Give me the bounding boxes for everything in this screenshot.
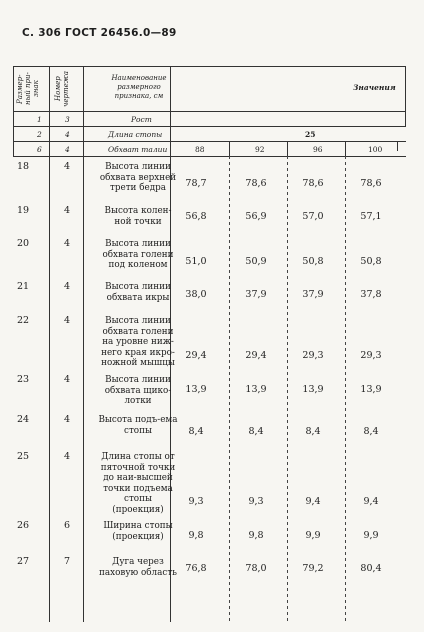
row-drawing-number: 4 — [64, 451, 71, 462]
col-divider-4 — [229, 141, 230, 156]
row-number: 18 — [17, 161, 30, 172]
waist-100: 100 — [368, 145, 383, 154]
row-value: 51,0 — [185, 256, 207, 267]
row-drawing-number: 4 — [64, 414, 71, 425]
row-value: 8,4 — [363, 426, 379, 437]
col-divider-1 — [49, 66, 50, 622]
col-divider-6-dashed — [345, 156, 346, 622]
col-divider-4-dashed — [229, 156, 230, 622]
col-divider-2 — [83, 66, 84, 622]
row-value: 76,8 — [185, 563, 207, 574]
row-value: 9,4 — [363, 496, 379, 507]
waist-92: 92 — [255, 145, 265, 154]
row-value: 29,3 — [360, 350, 382, 361]
row-value: 13,9 — [360, 384, 382, 395]
subrow-foot-num: 2 — [37, 130, 42, 139]
row-description: Высота колен-ной точки — [104, 206, 172, 227]
row-description: Высота линии обхвата икры — [105, 282, 171, 303]
row-description: Длина стопы от пяточной точки до наи-высшей точки подъема стопы (проекция) — [100, 452, 176, 515]
row-value: 9,8 — [248, 530, 264, 541]
col-tick-right — [397, 141, 398, 151]
row-description: Дуга через паховую область — [99, 557, 177, 578]
row-value: 9,3 — [248, 496, 264, 507]
row-number: 24 — [17, 414, 30, 425]
subrow-waist-num: 6 — [37, 145, 42, 154]
waist-88: 88 — [195, 145, 205, 154]
col-divider-5 — [287, 141, 288, 156]
row-value: 9,8 — [188, 530, 204, 541]
row-number: 22 — [17, 315, 30, 326]
row-drawing-number: 7 — [64, 556, 71, 567]
row-value: 56,8 — [185, 211, 207, 222]
row-number: 25 — [17, 451, 30, 462]
row-drawing-number: 4 — [64, 205, 71, 216]
row-value: 50,8 — [302, 256, 324, 267]
row-value: 78,6 — [245, 178, 267, 189]
row-value: 57,1 — [360, 211, 382, 222]
row-number: 27 — [17, 556, 30, 567]
row-value: 38,0 — [185, 289, 207, 300]
row-value: 8,4 — [188, 426, 204, 437]
col-divider-6 — [345, 141, 346, 156]
row-description: Высота подъ-ема стопы — [98, 415, 178, 436]
row-value: 37,8 — [360, 289, 382, 300]
header-values: Значения — [353, 83, 396, 92]
row-number: 20 — [17, 238, 30, 249]
header-bottom-border — [13, 111, 406, 112]
waist-96: 96 — [313, 145, 323, 154]
row-value: 29,4 — [185, 350, 207, 361]
row-value: 80,4 — [360, 563, 382, 574]
row-value: 9,4 — [305, 496, 321, 507]
subrow-height-num: 1 — [37, 115, 42, 124]
row-drawing-number: 4 — [64, 238, 71, 249]
subrow-height-drawing: 3 — [65, 115, 70, 124]
subrow-foot-label: Длина стопы — [108, 130, 163, 139]
subrow-waist-drawing: 4 — [65, 145, 70, 154]
row-drawing-number: 4 — [64, 161, 71, 172]
page-header: С. 306 ГОСТ 26456.0—89 — [22, 27, 177, 39]
row-divider-1 — [13, 126, 406, 127]
row-value: 50,9 — [245, 256, 267, 267]
subrow-foot-drawing: 4 — [65, 130, 70, 139]
row-description: Высота линии обхвата щико-лотки — [104, 375, 172, 406]
table-left-border — [13, 66, 14, 156]
row-value: 57,0 — [302, 211, 324, 222]
row-value: 78,6 — [302, 178, 324, 189]
row-value: 37,9 — [302, 289, 324, 300]
row-number: 21 — [17, 281, 30, 292]
header-feature-name: Наименование размерного признака, см — [111, 74, 167, 100]
row-value: 78,7 — [185, 178, 207, 189]
row-drawing-number: 6 — [64, 520, 71, 531]
row-value: 50,8 — [360, 256, 382, 267]
subrow-waist-label: Обхват талии — [108, 145, 168, 154]
row-drawing-number: 4 — [64, 315, 71, 326]
row-value: 8,4 — [248, 426, 264, 437]
row-value: 29,3 — [302, 350, 324, 361]
col-divider-5-dashed — [287, 156, 288, 622]
row-value: 13,9 — [245, 384, 267, 395]
row-value: 13,9 — [185, 384, 207, 395]
row-number: 26 — [17, 520, 30, 531]
row-number: 19 — [17, 205, 30, 216]
row-value: 29,4 — [245, 350, 267, 361]
row-drawing-number: 4 — [64, 374, 71, 385]
subrow-foot-value: 25 — [305, 130, 316, 139]
row-description: Высота линии обхвата голени под коленом — [102, 239, 174, 270]
row-value: 78,6 — [360, 178, 382, 189]
row-value: 37,9 — [245, 289, 267, 300]
row-description: Высота линии обхвата голени на уровне ниж-него края икро-ножной мышцы — [101, 316, 175, 368]
row-value: 9,9 — [305, 530, 321, 541]
row-value: 56,9 — [245, 211, 267, 222]
row-divider-3 — [13, 156, 406, 157]
row-description: Высота линии обхвата верхней трети бедра — [99, 162, 177, 193]
row-value: 9,9 — [363, 530, 379, 541]
row-drawing-number: 4 — [64, 281, 71, 292]
table-right-border — [405, 66, 406, 126]
row-number: 23 — [17, 374, 30, 385]
header-feature-number: Размер-ный при-знак — [16, 72, 40, 106]
subrow-height-label: Рост — [131, 115, 152, 124]
row-value: 78,0 — [245, 563, 267, 574]
table-top-border — [13, 66, 406, 67]
header-drawing-number: Номер чертежа — [54, 71, 70, 107]
row-value: 8,4 — [305, 426, 321, 437]
row-divider-2 — [13, 141, 406, 142]
row-value: 79,2 — [302, 563, 324, 574]
row-description: Ширина стопы (проекция) — [103, 521, 173, 542]
row-value: 13,9 — [302, 384, 324, 395]
row-value: 9,3 — [188, 496, 204, 507]
